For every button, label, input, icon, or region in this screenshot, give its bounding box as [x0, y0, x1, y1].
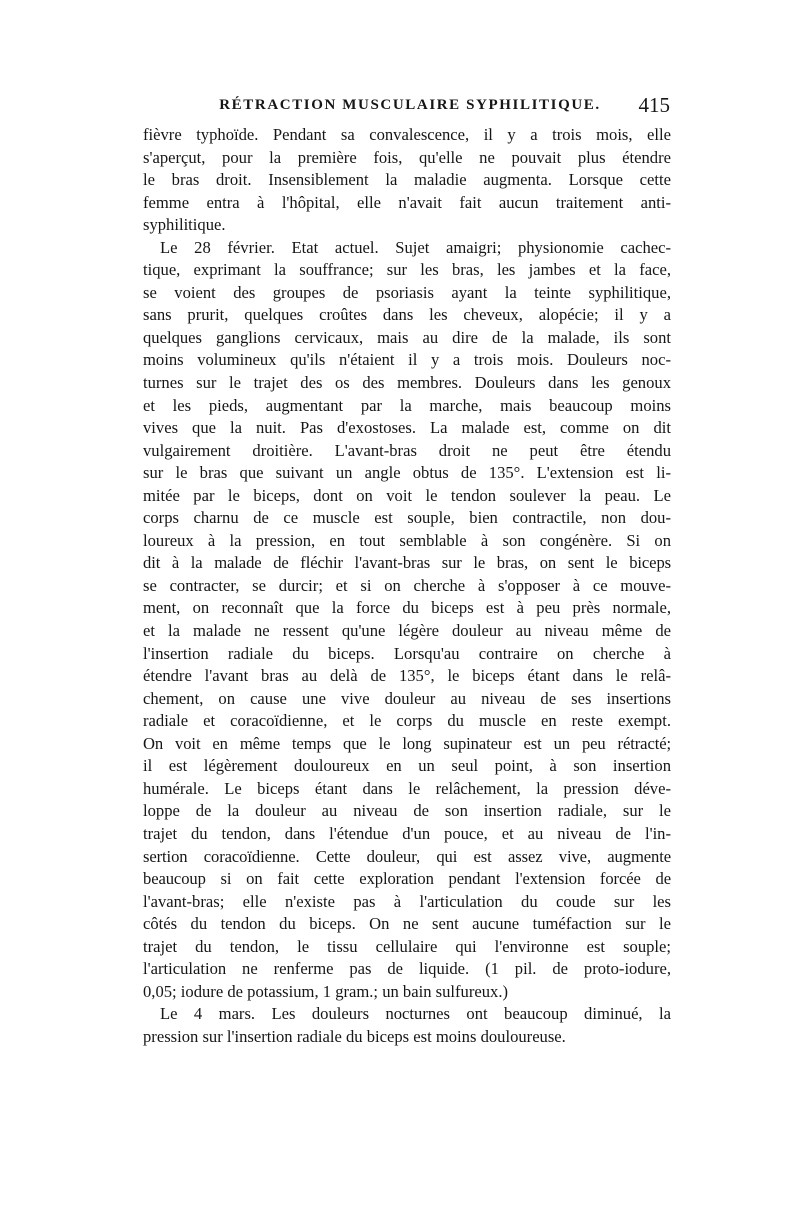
running-head [150, 93, 670, 125]
text-line: se contracter, se durcir; et si on cherche à s'opposer à ce mouve- [143, 575, 671, 595]
text-line: il est légèrement douloureux en un seul point, à son insertion [143, 756, 671, 776]
text-line: côtés du tendon du biceps. On ne sent aucune tuméfaction sur le [143, 914, 671, 934]
text-line: vulgairement droitière. L'avant-bras droit ne peut être étendu [143, 440, 671, 460]
text-line: corps charnu de ce muscle est souple, bien contractile, non dou- [143, 508, 671, 528]
text-line: loureux à la pression, en tout semblable à son congénère. Si on [143, 530, 671, 550]
text-line: trajet du tendon, le tissu cellulaire qui l'environne est souple; [143, 936, 671, 956]
text-line: le bras droit. Insensiblement la maladie augmenta. Lorsque cette [143, 170, 671, 190]
text-line: sur le bras que suivant un angle obtus de 135°. L'extension est li- [143, 463, 671, 483]
text-line: trajet du tendon, dans l'étendue d'un pouce, et au niveau de l'in- [143, 823, 671, 843]
body-text [143, 124, 671, 1048]
text-line: chement, on cause une vive douleur au niveau de ses insertions [143, 688, 671, 708]
text-line: radiale et coracoïdienne, et le corps du muscle en reste exempt. [143, 711, 671, 731]
running-title: RÉTRACTION MUSCULAIRE SYPHILITIQUE. [219, 97, 601, 113]
text-line: dit à la malade de fléchir l'avant-bras sur le bras, on sent le biceps [143, 553, 671, 573]
text-line: moins volumineux qu'ils n'étaient il y a trois mois. Douleurs noc- [143, 350, 671, 370]
text-line: sans prurit, quelques croûtes dans les cheveux, alopécie; il y a [143, 305, 671, 325]
text-line: et la malade ne ressent qu'une légère douleur au niveau même de [143, 621, 671, 641]
text-line: quelques ganglions cervicaux, mais au dire de la malade, ils sont [143, 327, 671, 347]
text-line: l'insertion radiale du biceps. Lorsqu'au contraire on cherche à [143, 643, 671, 663]
text-line: étendre l'avant bras au delà de 135°, le biceps étant dans le relâ- [143, 666, 671, 686]
text-line: se voient des groupes de psoriasis ayant la teinte syphilitique, [143, 282, 671, 302]
text-line: s'aperçut, pour la première fois, qu'elle ne pouvait plus étendre [143, 147, 671, 167]
text-line: humérale. Le biceps étant dans le relâchement, la pression déve- [143, 778, 671, 798]
text-line: 0,05; iodure de potassium, 1 gram.; un bain sulfureux.) [143, 981, 508, 1001]
text-line: mitée par le biceps, dont on voit le tendon soulever la peau. Le [143, 485, 671, 505]
text-line: ment, on reconnaît que la force du biceps est à peu près normale, [143, 598, 671, 618]
text-line: loppe de la douleur au niveau de son insertion radiale, sur le [143, 801, 671, 821]
text-line: turnes sur le trajet des os des membres. Douleurs dans les genoux [143, 373, 671, 393]
text-line: femme entra à l'hôpital, elle n'avait fait aucun traitement anti- [143, 192, 671, 212]
text-line: Le 28 février. Etat actuel. Sujet amaigri; physionomie cachec- [160, 237, 671, 257]
text-line: vives que la nuit. Pas d'exostoses. La malade est, comme on dit [143, 418, 671, 438]
text-line: Le 4 mars. Les douleurs nocturnes ont beaucoup diminué, la [160, 1004, 671, 1024]
page-number: 415 [638, 93, 670, 117]
text-line: sertion coracoïdienne. Cette douleur, qui est assez vive, augmente [143, 846, 671, 866]
text-line: tique, exprimant la souffrance; sur les bras, les jambes et la face, [143, 260, 671, 280]
text-line: l'avant-bras; elle n'existe pas à l'articulation du coude sur les [143, 891, 671, 911]
text-line: l'articulation ne renferme pas de liquide. (1 pil. de proto-iodure, [143, 959, 671, 979]
text-line: beaucoup si on fait cette exploration pendant l'extension forcée de [143, 869, 671, 889]
text-line: syphilitique. [143, 215, 226, 235]
text-line: pression sur l'insertion radiale du biceps est moins douloureuse. [143, 1026, 566, 1046]
text-line: fièvre typhoïde. Pendant sa convalescence, il y a trois mois, elle [143, 125, 671, 144]
text-line: On voit en même temps que le long supinateur est un peu rétracté; [143, 733, 671, 753]
text-line: et les pieds, augmentant par la marche, mais beaucoup moins [143, 395, 671, 415]
